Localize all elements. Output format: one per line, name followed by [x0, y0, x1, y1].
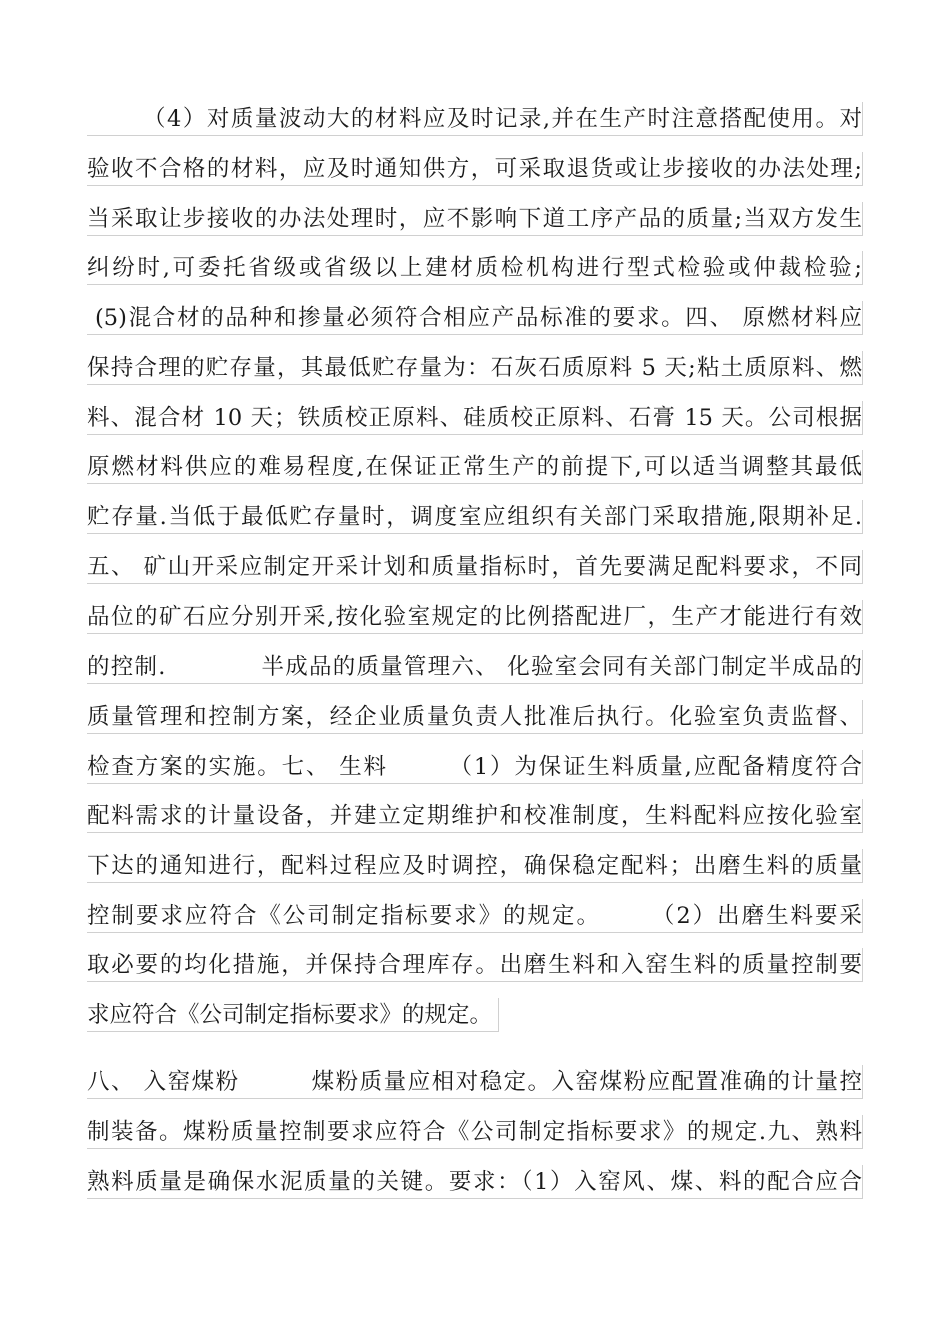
text-line-19: 求应符合《公司制定指标要求》的规定。	[87, 998, 499, 1032]
text-line-6: 保持合理的贮存量，其最低贮存量为：石灰石质原料 5 天;粘土质原料、燃	[87, 351, 863, 385]
text-line-10: 五、 矿山开采应制定开采计划和质量指标时，首先要满足配料要求，不同	[87, 550, 863, 584]
text-line-5: (5)混合材的品种和掺量必须符合相应产品标准的要求。四、 原燃材料应	[87, 301, 863, 335]
text-line-21: 制装备。煤粉质量控制要求应符合《公司制定指标要求》的规定.九、熟料	[87, 1115, 863, 1149]
text-line-13: 质量管理和控制方案，经企业质量负责人批准后执行。化验室负责监督、	[87, 700, 863, 734]
text-line-9: 贮存量.当低于最低贮存量时，调度室应组织有关部门采取措施,限期补足.	[87, 500, 863, 534]
text-line-4: 纠纷时,可委托省级或省级以上建材质检机构进行型式检验或仲裁检验;	[87, 251, 863, 285]
text-line-12: 的控制. 半成品的质量管理六、 化验室会同有关部门制定半成品的	[87, 650, 863, 684]
text-line-2: 验收不合格的材料，应及时通知供方，可采取退货或让步接收的办法处理;	[87, 152, 863, 186]
text-line-8: 原燃材料供应的难易程度,在保证正常生产的前提下,可以适当调整其最低	[87, 450, 863, 484]
text-line-14: 检查方案的实施。七、 生料 （1）为保证生料质量,应配备精度符合	[87, 750, 863, 784]
text-line-18: 取必要的均化措施，并保持合理库存。出磨生料和入窑生料的质量控制要	[87, 948, 863, 982]
text-line-1: （4）对质量波动大的材料应及时记录,并在生产时注意搭配使用。对	[87, 102, 863, 136]
text-line-3: 当采取让步接收的办法处理时，应不影响下道工序产品的质量;当双方发生	[87, 202, 863, 236]
text-line-15: 配料需求的计量设备，并建立定期维护和校准制度，生料配料应按化验室	[87, 799, 863, 833]
text-line-7: 料、混合材 10 天；铁质校正原料、硅质校正原料、石膏 15 天。公司根据	[87, 401, 863, 435]
text-line-17: 控制要求应符合《公司制定指标要求》的规定。 （2）出磨生料要采	[87, 899, 863, 933]
text-line-20: 八、 入窑煤粉 煤粉质量应相对稳定。入窑煤粉应配置准确的计量控	[87, 1065, 863, 1099]
text-line-16: 下达的通知进行，配料过程应及时调控，确保稳定配料；出磨生料的质量	[87, 849, 863, 883]
text-line-11: 品位的矿石应分别开采,按化验室规定的比例搭配进厂，生产才能进行有效	[87, 600, 863, 634]
text-line-22: 熟料质量是确保水泥质量的关键。要求：（1）入窑风、煤、料的配合应合	[87, 1165, 863, 1199]
